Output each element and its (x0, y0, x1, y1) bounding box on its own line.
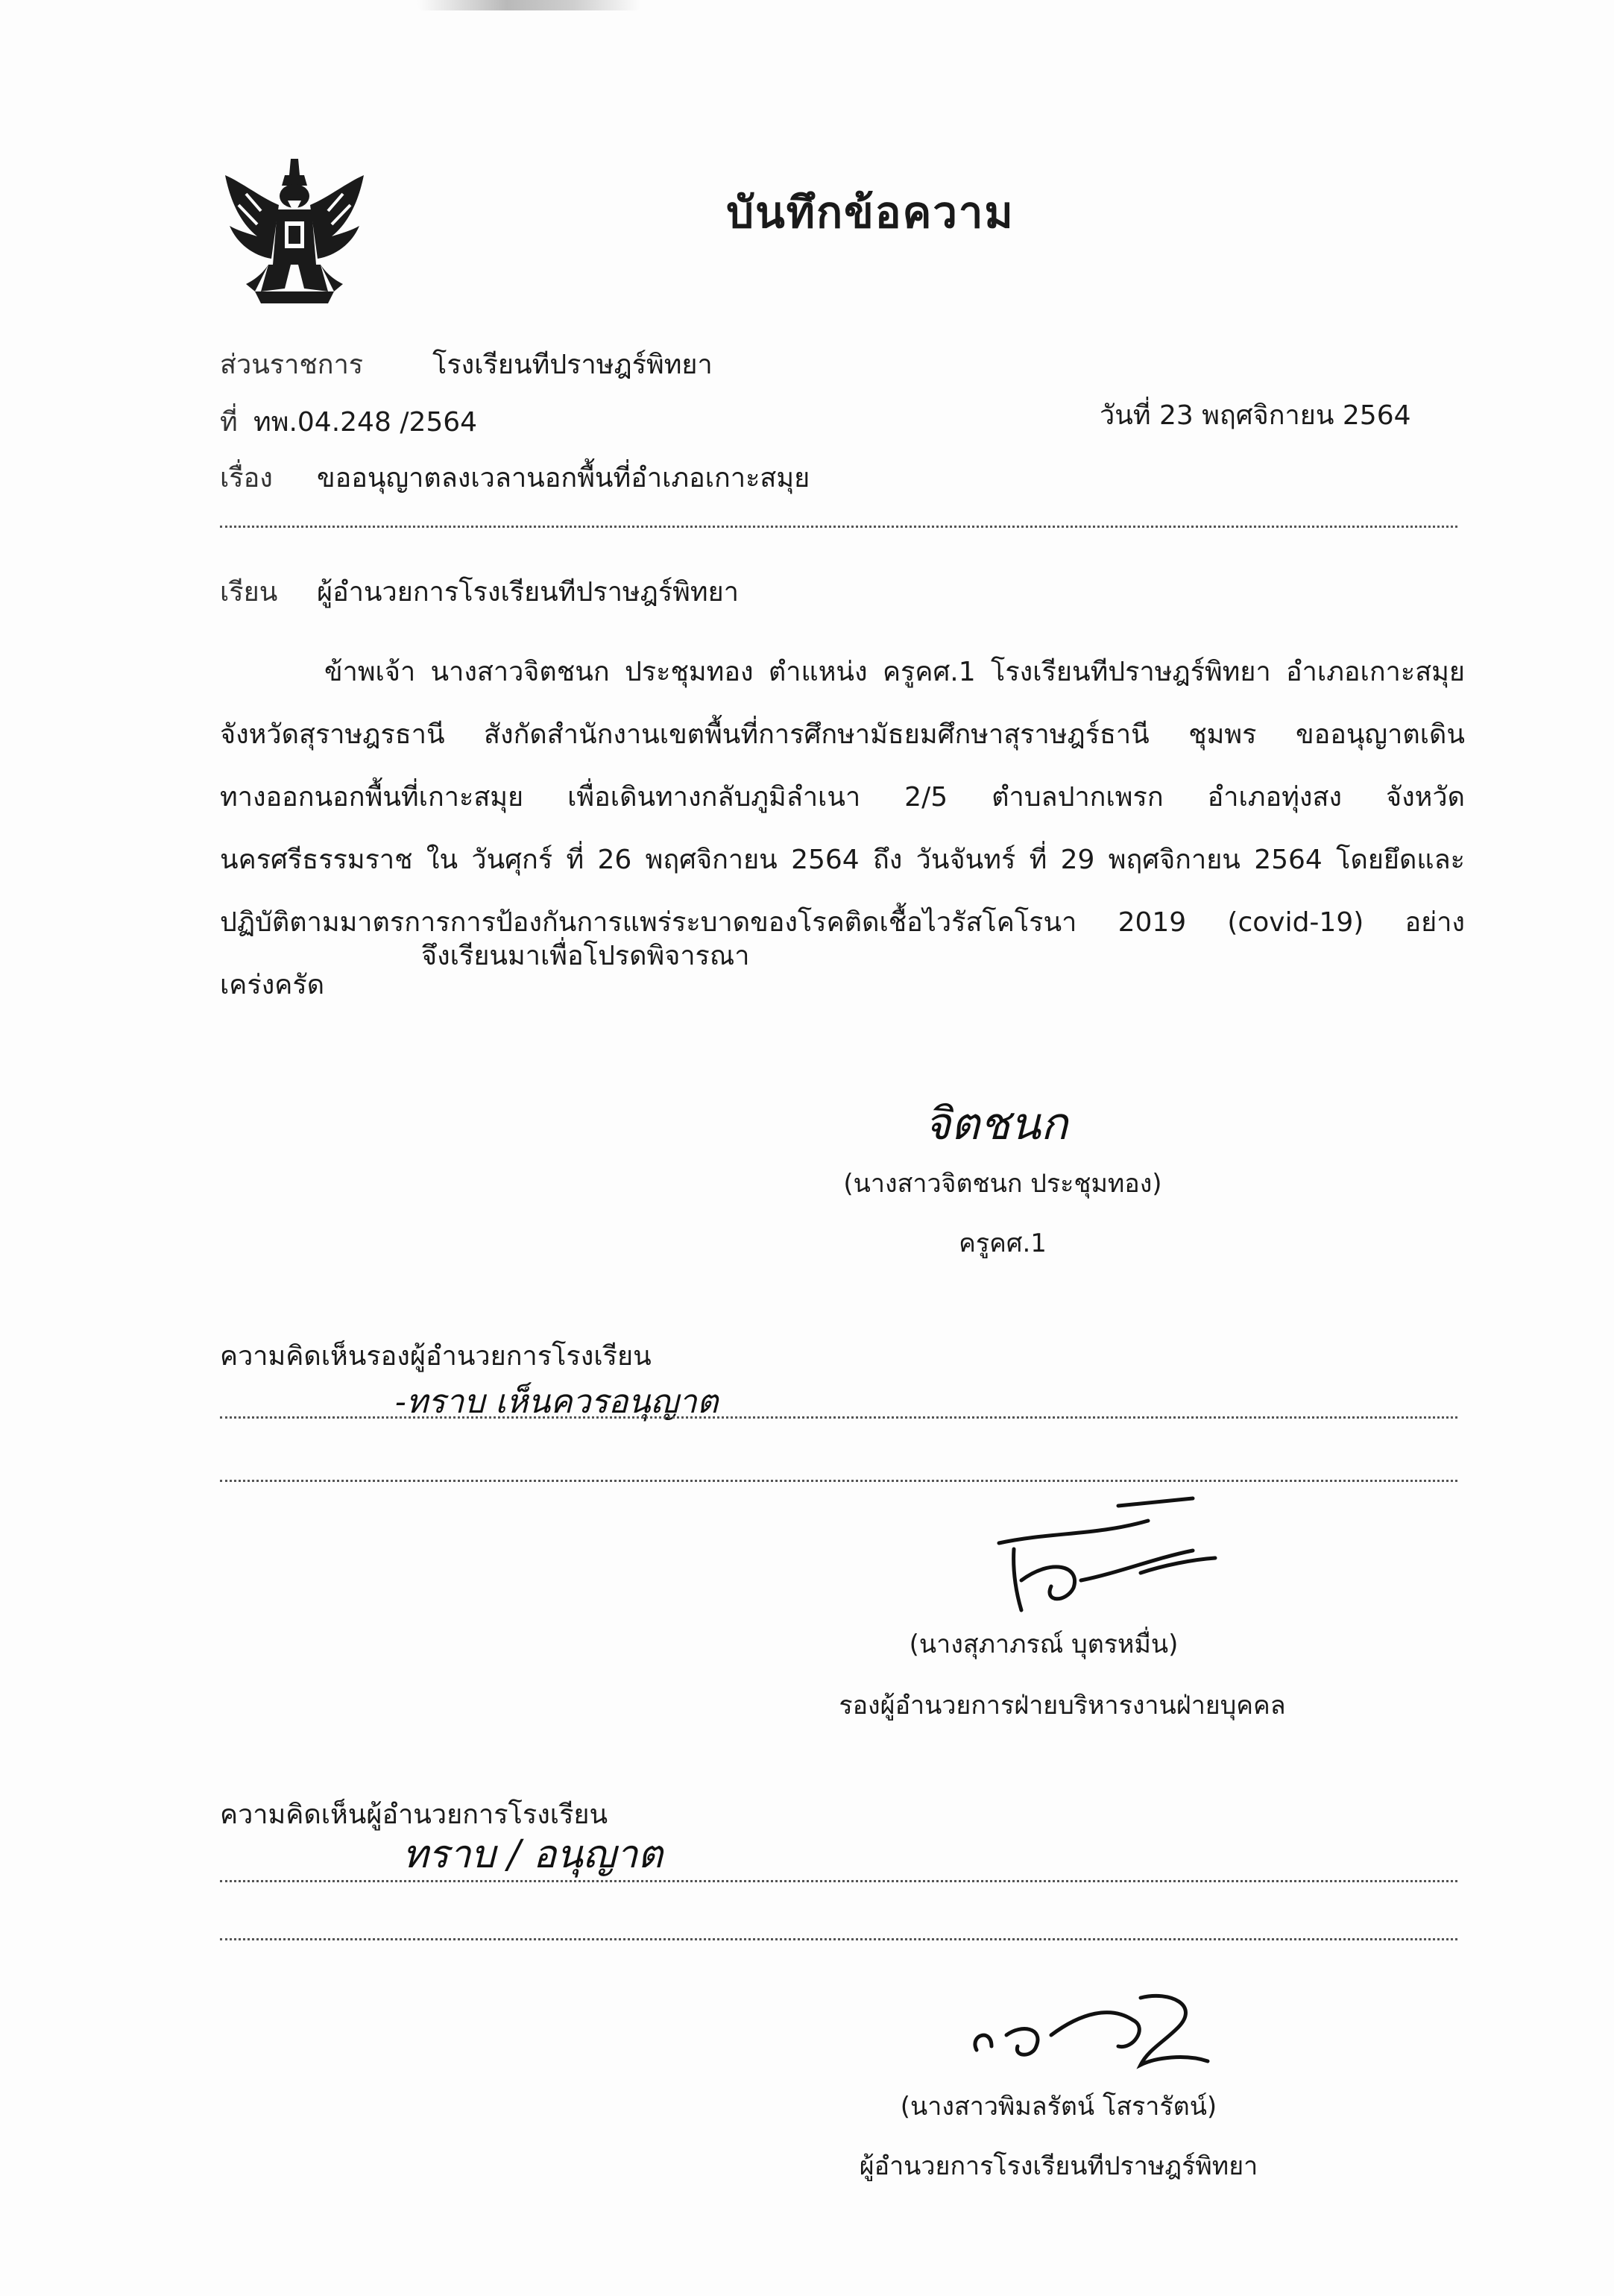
memo-body (220, 641, 1465, 1017)
director-position: ผู้อำนวยการโรงเรียนทีปราษฎร์พิทยา (859, 2151, 1258, 2181)
deputy-dotline-2 (220, 1480, 1457, 1482)
subject-label: เรื่อง (220, 463, 273, 493)
director-opinion-label: ความคิดเห็นผู้อำนวยการโรงเรียน (220, 1800, 608, 1830)
closing-line: จึงเรียนมาเพื่อโปรดพิจารณา (421, 941, 750, 971)
memo-body-text: ข้าพเจ้า นางสาวจิตชนก ประชุมทอง ตำแหน่ง ครูคศ.1 โรงเรียนทีปราษฎร์พิทยา อำเภอเกาะสมุย จังหวัดสุราษฎรธานี สังกัดสำนักงานเขตพื้นที่การศึกษามัธยมศึกษาสุราษฎร์ธานี ชุมพร ขออนุญาตเดินทางออกนอกพื้นที่เกาะสมุย เพื่อเดินทางกลับภูมิลำเนา 2/5 ตำบลปากเพรก อำเภอทุ่งสง จังหวัดนครศรีธรรมราช ใน วันศุกร์ ที่ 26 พฤศจิกายน 2564 ถึง วันจันทร์ ที่ 29 พฤศจิกายน 2564 โดยยึดและปฏิบัติตามมาตรการการป้องกันการแพร่ระบาดของโรคติดเชื้อไวรัสโคโรนา 2019 (covid-19) อย่างเคร่งครัด (220, 657, 1465, 1000)
director-handwritten-note: ทราบ / อนุญาต (403, 1832, 663, 1877)
deputy-opinion-label: ความคิดเห็นรองผู้อำนวยการโรงเรียน (220, 1341, 652, 1372)
to-value: ผู้อำนวยการโรงเรียนทีปราษฎร์พิทยา (317, 577, 739, 608)
requester-position: ครูคศ.1 (959, 1229, 1047, 1258)
memo-date: วันที่ 23 พฤศจิกายน 2564 (1100, 400, 1411, 431)
director-signature (962, 1983, 1230, 2080)
subject-value: ขออนุญาตลงเวลานอกพื้นที่อำเภอเกาะสมุย (317, 463, 810, 493)
header-divider (220, 526, 1457, 528)
ref-label: ที่ (220, 407, 238, 438)
director-name: (นางสาวพิมลรัตน์ โสรารัตน์) (900, 2092, 1217, 2122)
memo-title: บันทึกข้อความ (726, 187, 1015, 238)
deputy-name: (นางสุภาภรณ์ บุตรหมื่น) (909, 1630, 1179, 1659)
director-dotline-1 (220, 1880, 1457, 1882)
agency-label: ส่วนราชการ (220, 350, 364, 380)
director-dotline-2 (220, 1938, 1457, 1940)
requester-signature (902, 1073, 1126, 1155)
scan-edge-mark (417, 0, 641, 10)
requester-signature-text: จิตชนก (924, 1098, 1068, 1150)
deputy-signature (969, 1491, 1223, 1618)
deputy-dotline-1 (220, 1416, 1457, 1419)
deputy-handwritten-note: -ทราบ เห็นควรอนุญาต (395, 1383, 719, 1421)
ref-number: ทพ.04.248 /2564 (253, 407, 478, 438)
to-label: เรียน (220, 577, 278, 608)
agency-value: โรงเรียนทีปราษฎร์พิทยา (432, 350, 713, 380)
requester-name: (นางสาวจิตชนก ประชุมทอง) (843, 1169, 1162, 1199)
deputy-position: รองผู้อำนวยการฝ่ายบริหารงานฝ่ายบุคคล (839, 1691, 1286, 1721)
